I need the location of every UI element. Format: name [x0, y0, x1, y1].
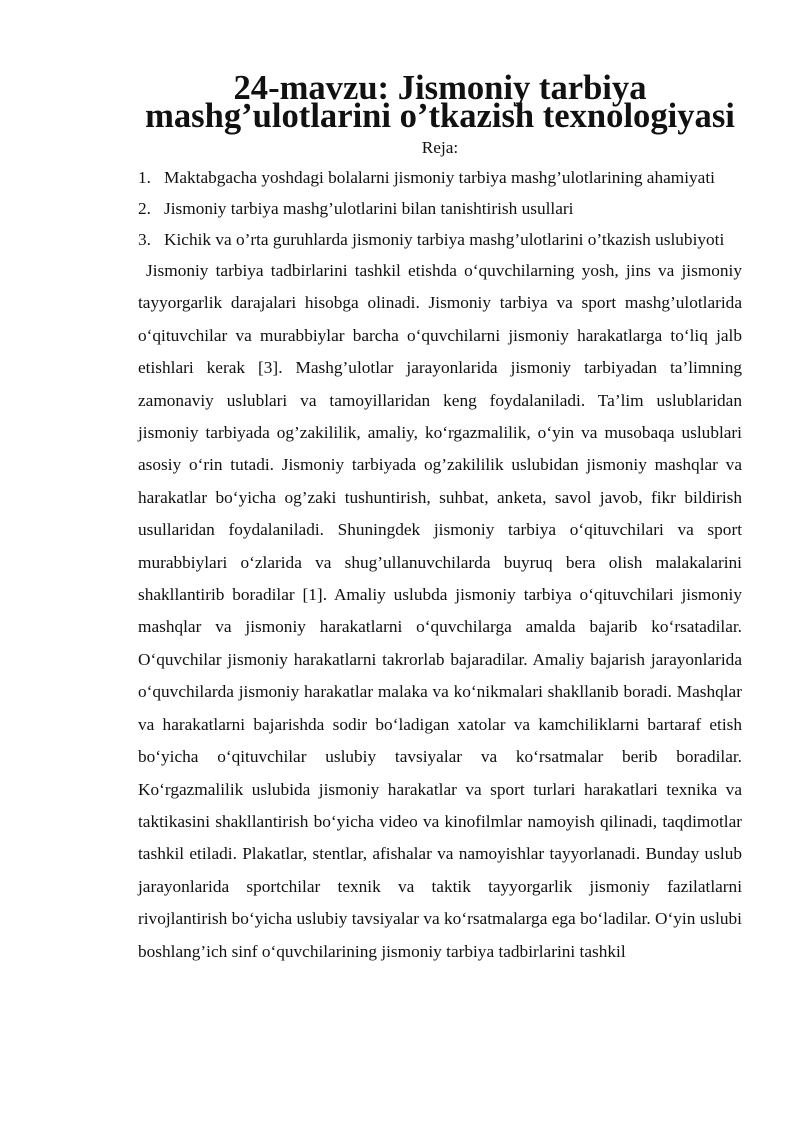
plan-list [138, 162, 742, 255]
plan-item [138, 224, 742, 255]
body-paragraph: Jismoniy tarbiya tadbirlarini tashkil etishda oʻquvchilarning yosh, jins va jismoniy tayyorgarlik darajalari hisobga olinadi. Jismoniy tarbiya va sport mashg’ulotlarida oʻqituvchilar va murabbiylar barcha oʻquvchilarni jismoniy harakatlarga toʻliq jalb etishlari kerak [3]. Mashg’ulotlar jarayonlarida jismoniy tarbiyadan ta’limning zamonaviy uslublari va tamoyillaridan keng foydalaniladi. Ta’lim uslublaridan jismoniy tarbiyada og’zakililik, amaliy, koʻrgazmalilik, oʻyin va musobaqa uslublari asosiy oʻrin tutadi. Jismoniy tarbiyada og’zakililik uslubidan jismoniy mashqlar va harakatlar boʻyicha og’zaki tushuntirish, suhbat, anketa, savol javob, fikr bildirish usullaridan foydalaniladi. Shuningdek jismoniy tarbiya oʻqituvchilari va sport murabbiylari oʻzlarida va shug’ullanuvchilarda buyruq bera olish malakalarini shakllantirib boradilar [1]. Amaliy uslubda jismoniy tarbiya oʻqituvchilari jismoniy mashqlar va jismoniy harakatlarni oʻquvchilarga amalda bajarib koʻrsatadilar. Oʻquvchilar jismoniy harakatlarni takrorlab bajaradilar. Amaliy bajarish jarayonlarida oʻquvchilarda jismoniy harakatlar malaka va koʻnikmalari shakllanib boradi. Mashqlar va harakatlarni bajarishda sodir boʻladigan xatolar va kamchiliklarni bartaraf etish boʻyicha oʻqituvchilar uslubiy tavsiyalar va koʻrsatmalar berib boradilar. Koʻrgazmalilik uslubida jismoniy harakatlar va sport turlari harakatlari texnika va taktikasini shakllantirish boʻyicha video va kinofilmlar namoyish qilinadi, taqdimotlar tashkil etiladi. Plakatlar, stentlar, afishalar va namoyishlar tayyorlanadi. Bunday uslub jarayonlarida sportchilar texnik va taktik tayyorgarlik jismoniy fazilatlarni rivojlantirish boʻyicha uslubiy tavsiyalar va koʻrsatmalarga ega boʻladilar. Oʻyin uslubi boshlang’ich sinf oʻquvchilarining jismoniy tarbiya tadbirlarini tashkil [138, 261, 742, 961]
document-content [138, 69, 742, 968]
plan-item-text: Maktabgacha yoshdagi bolalarni jismoniy tarbiya mashg’ulotlarining ahamiyati [164, 168, 715, 187]
plan-item-text: Kichik va o’rta guruhlarda jismoniy tarbiya mashg’ulotlarini o’tkazish uslubiyoti [164, 230, 725, 249]
plan-item-number: 1. [138, 168, 151, 187]
plan-item-number: 2. [138, 199, 151, 218]
plan-heading: Reja: [421, 138, 459, 157]
document-title: 24-mavzu: Jismoniy tarbiya mashg’ulotlarini o’tkazish texnologiyasi [145, 69, 735, 135]
plan-item-number: 3. [138, 230, 151, 249]
plan-item [138, 162, 742, 193]
plan-item [138, 193, 742, 224]
plan-item-text: Jismoniy tarbiya mashg’ulotlarini bilan tanishtirish usullari [164, 199, 574, 218]
